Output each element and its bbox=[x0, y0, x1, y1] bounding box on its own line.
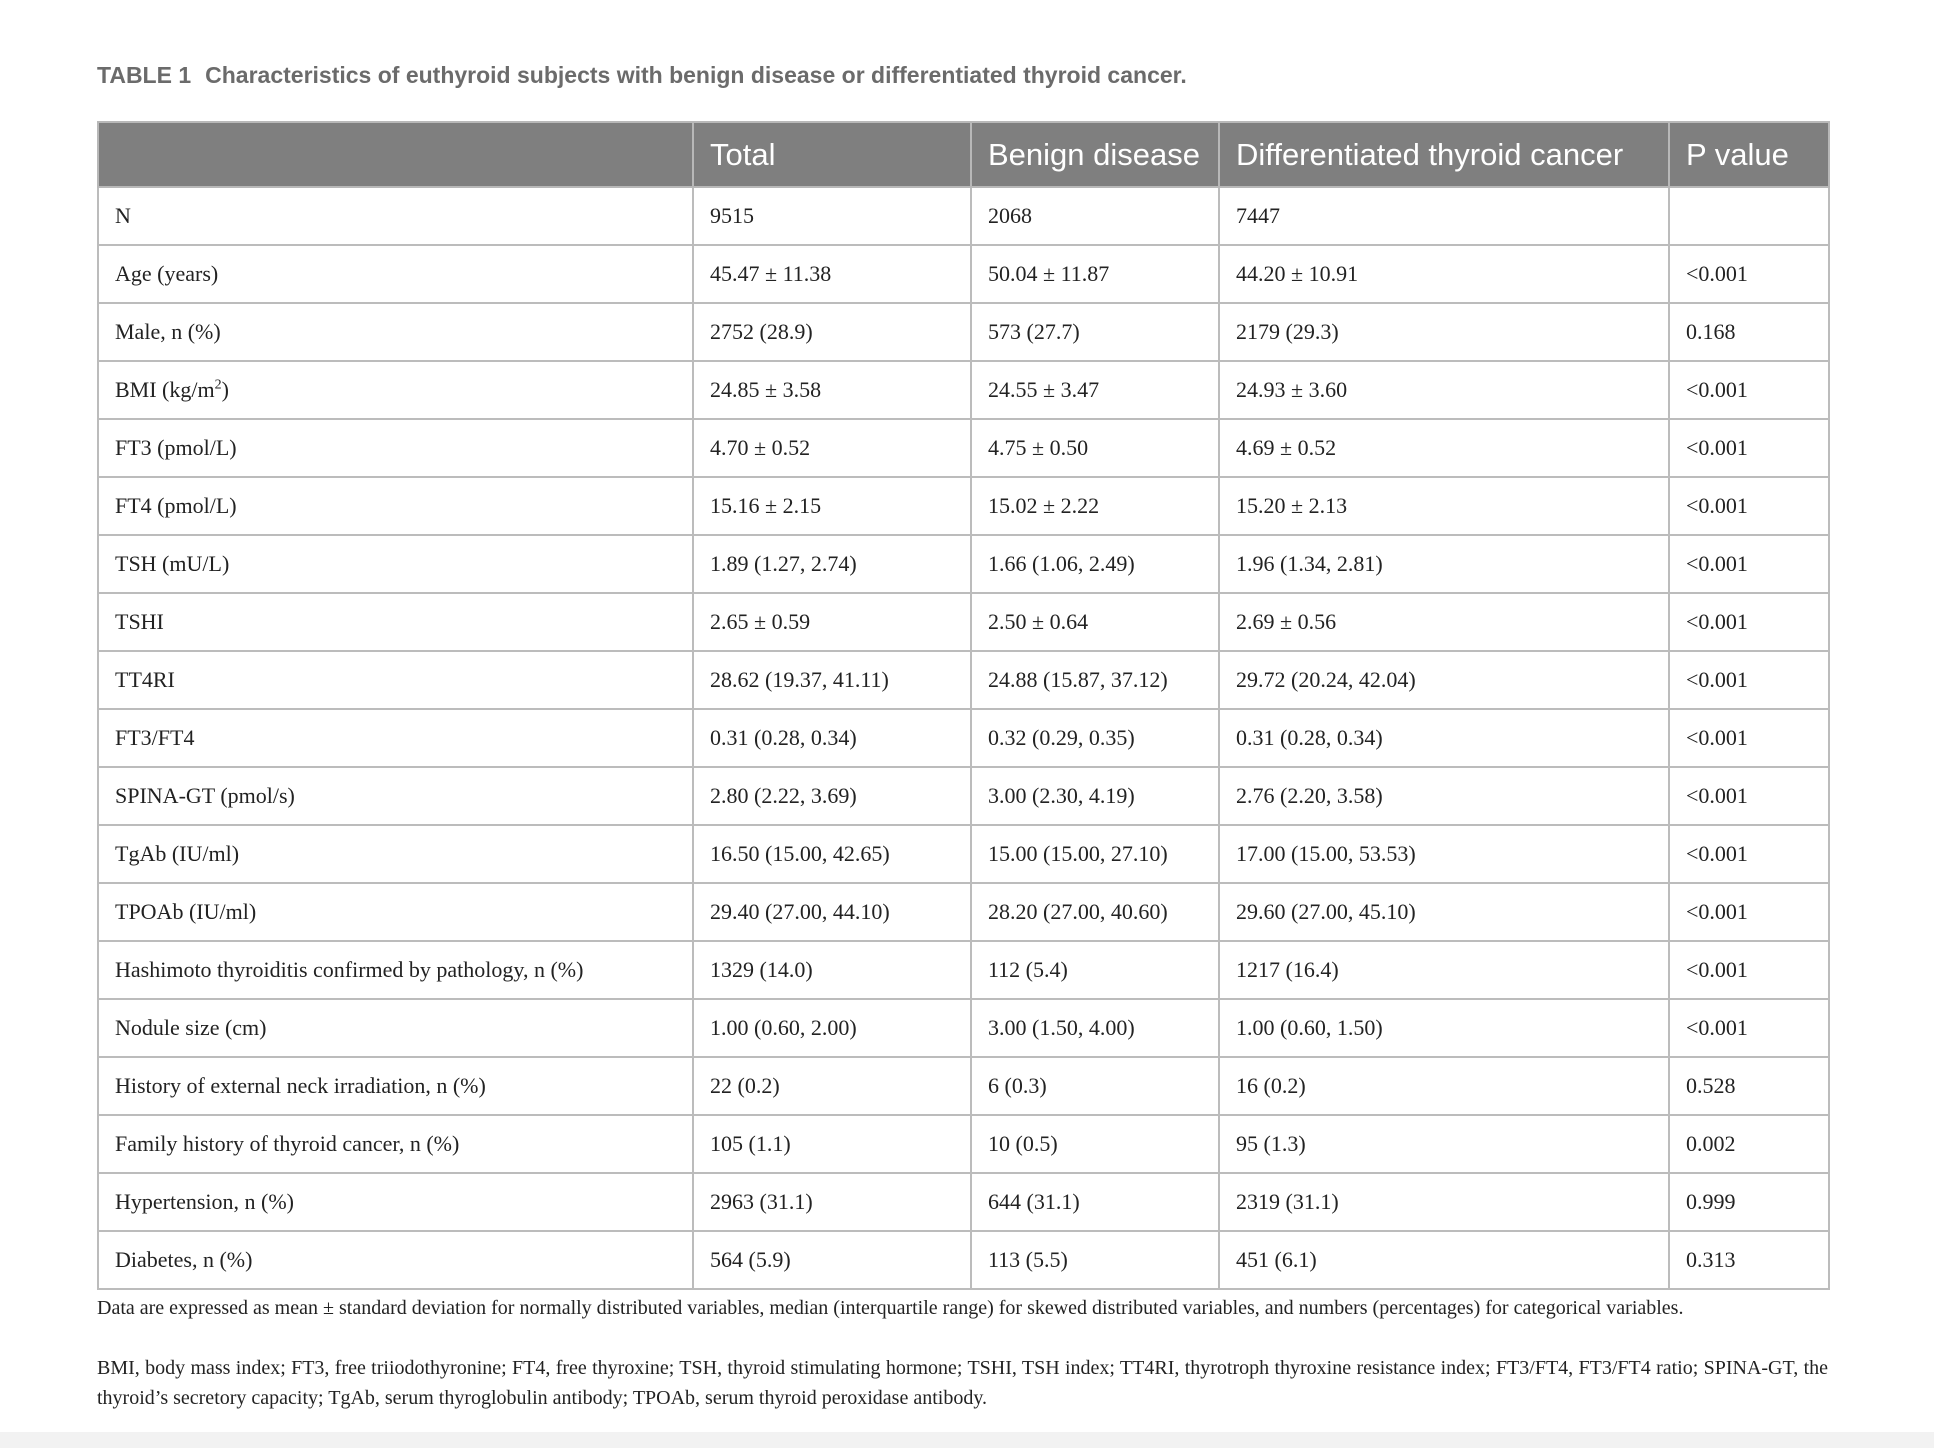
cell-p-value: 0.999 bbox=[1669, 1173, 1829, 1231]
cell-total: 2752 (28.9) bbox=[693, 303, 971, 361]
cell-benign: 3.00 (2.30, 4.19) bbox=[971, 767, 1219, 825]
cell-total: 9515 bbox=[693, 187, 971, 245]
cell-benign: 4.75 ± 0.50 bbox=[971, 419, 1219, 477]
row-label: TT4RI bbox=[98, 651, 693, 709]
header-benign-disease: Benign disease bbox=[971, 122, 1219, 187]
cell-cancer: 2.76 (2.20, 3.58) bbox=[1219, 767, 1669, 825]
cell-p-value: <0.001 bbox=[1669, 883, 1829, 941]
cell-p-value: 0.002 bbox=[1669, 1115, 1829, 1173]
cell-benign: 2.50 ± 0.64 bbox=[971, 593, 1219, 651]
cell-benign: 0.32 (0.29, 0.35) bbox=[971, 709, 1219, 767]
header-p-value: P value bbox=[1669, 122, 1829, 187]
cell-cancer: 0.31 (0.28, 0.34) bbox=[1219, 709, 1669, 767]
table-row bbox=[98, 303, 1829, 361]
table-row bbox=[98, 1057, 1829, 1115]
cell-cancer: 2179 (29.3) bbox=[1219, 303, 1669, 361]
table-row bbox=[98, 245, 1829, 303]
table-row bbox=[98, 941, 1829, 999]
cell-benign: 2068 bbox=[971, 187, 1219, 245]
cell-cancer: 451 (6.1) bbox=[1219, 1231, 1669, 1289]
cell-benign: 24.88 (15.87, 37.12) bbox=[971, 651, 1219, 709]
cell-p-value: <0.001 bbox=[1669, 593, 1829, 651]
header-differentiated-thyroid-cancer: Differentiated thyroid cancer bbox=[1219, 122, 1669, 187]
row-label: Nodule size (cm) bbox=[98, 999, 693, 1057]
cell-benign: 3.00 (1.50, 4.00) bbox=[971, 999, 1219, 1057]
cell-total: 29.40 (27.00, 44.10) bbox=[693, 883, 971, 941]
table-row bbox=[98, 187, 1829, 245]
row-label: TPOAb (IU/ml) bbox=[98, 883, 693, 941]
cell-total: 1329 (14.0) bbox=[693, 941, 971, 999]
row-label bbox=[98, 361, 693, 419]
cell-p-value: 0.528 bbox=[1669, 1057, 1829, 1115]
cell-cancer: 29.60 (27.00, 45.10) bbox=[1219, 883, 1669, 941]
cell-p-value: <0.001 bbox=[1669, 825, 1829, 883]
cell-benign: 10 (0.5) bbox=[971, 1115, 1219, 1173]
table-caption-label: TABLE 1 bbox=[97, 62, 192, 88]
cell-cancer: 1.00 (0.60, 1.50) bbox=[1219, 999, 1669, 1057]
cell-cancer: 2319 (31.1) bbox=[1219, 1173, 1669, 1231]
cell-p-value bbox=[1669, 187, 1829, 245]
row-label: SPINA-GT (pmol/s) bbox=[98, 767, 693, 825]
cell-total: 28.62 (19.37, 41.11) bbox=[693, 651, 971, 709]
cell-cancer: 1.96 (1.34, 2.81) bbox=[1219, 535, 1669, 593]
cell-p-value: 0.168 bbox=[1669, 303, 1829, 361]
cell-p-value: <0.001 bbox=[1669, 535, 1829, 593]
characteristics-table bbox=[97, 121, 1830, 1290]
row-label-end: ) bbox=[221, 377, 229, 402]
table-row bbox=[98, 535, 1829, 593]
row-label: Hypertension, n (%) bbox=[98, 1173, 693, 1231]
row-label: History of external neck irradiation, n (%) bbox=[98, 1057, 693, 1115]
cell-total: 16.50 (15.00, 42.65) bbox=[693, 825, 971, 883]
row-label: TSH (mU/L) bbox=[98, 535, 693, 593]
row-label-superscript: 2 bbox=[214, 377, 222, 393]
cell-benign: 6 (0.3) bbox=[971, 1057, 1219, 1115]
cell-total: 564 (5.9) bbox=[693, 1231, 971, 1289]
cell-p-value: 0.313 bbox=[1669, 1231, 1829, 1289]
row-label: Hashimoto thyroiditis confirmed by pathology, n (%) bbox=[98, 941, 693, 999]
table-row bbox=[98, 477, 1829, 535]
cell-cancer: 16 (0.2) bbox=[1219, 1057, 1669, 1115]
cell-total: 105 (1.1) bbox=[693, 1115, 971, 1173]
cell-total: 2.65 ± 0.59 bbox=[693, 593, 971, 651]
cell-p-value: <0.001 bbox=[1669, 767, 1829, 825]
cell-benign: 24.55 ± 3.47 bbox=[971, 361, 1219, 419]
cell-cancer: 29.72 (20.24, 42.04) bbox=[1219, 651, 1669, 709]
row-label: N bbox=[98, 187, 693, 245]
cell-total: 15.16 ± 2.15 bbox=[693, 477, 971, 535]
row-label-base: BMI (kg/m bbox=[115, 377, 215, 402]
table-row bbox=[98, 1115, 1829, 1173]
cell-total: 2963 (31.1) bbox=[693, 1173, 971, 1231]
cell-p-value: <0.001 bbox=[1669, 245, 1829, 303]
table-caption-text: Characteristics of euthyroid subjects with benign disease or differentiated thyroid cancer. bbox=[205, 62, 1187, 88]
cell-p-value: <0.001 bbox=[1669, 999, 1829, 1057]
table-row bbox=[98, 825, 1829, 883]
row-label: Family history of thyroid cancer, n (%) bbox=[98, 1115, 693, 1173]
row-label: FT3 (pmol/L) bbox=[98, 419, 693, 477]
cell-cancer: 17.00 (15.00, 53.53) bbox=[1219, 825, 1669, 883]
table-caption bbox=[97, 62, 1187, 89]
table-row bbox=[98, 419, 1829, 477]
row-label: Diabetes, n (%) bbox=[98, 1231, 693, 1289]
table-row bbox=[98, 883, 1829, 941]
cell-p-value: <0.001 bbox=[1669, 419, 1829, 477]
table-row bbox=[98, 361, 1829, 419]
row-label: Male, n (%) bbox=[98, 303, 693, 361]
page-bottom-band bbox=[0, 1432, 1934, 1448]
row-label: FT3/FT4 bbox=[98, 709, 693, 767]
cell-total: 2.80 (2.22, 3.69) bbox=[693, 767, 971, 825]
table-row bbox=[98, 767, 1829, 825]
cell-cancer: 1217 (16.4) bbox=[1219, 941, 1669, 999]
cell-benign: 1.66 (1.06, 2.49) bbox=[971, 535, 1219, 593]
cell-benign: 573 (27.7) bbox=[971, 303, 1219, 361]
cell-benign: 113 (5.5) bbox=[971, 1231, 1219, 1289]
row-label: Age (years) bbox=[98, 245, 693, 303]
table-row bbox=[98, 1231, 1829, 1289]
cell-total: 1.00 (0.60, 2.00) bbox=[693, 999, 971, 1057]
cell-p-value: <0.001 bbox=[1669, 651, 1829, 709]
table-row bbox=[98, 651, 1829, 709]
cell-total: 45.47 ± 11.38 bbox=[693, 245, 971, 303]
cell-cancer: 24.93 ± 3.60 bbox=[1219, 361, 1669, 419]
cell-benign: 644 (31.1) bbox=[971, 1173, 1219, 1231]
cell-cancer: 4.69 ± 0.52 bbox=[1219, 419, 1669, 477]
cell-benign: 15.00 (15.00, 27.10) bbox=[971, 825, 1219, 883]
header-variable bbox=[98, 122, 693, 187]
table-footnote-data-expression: Data are expressed as mean ± standard deviation for normally distributed variables, median (interquartile range) for skewed distributed variables, and numbers (percentages) for categorical variables. bbox=[97, 1297, 1684, 1319]
table-header-row bbox=[98, 122, 1829, 187]
cell-total: 22 (0.2) bbox=[693, 1057, 971, 1115]
table-footnote-abbreviations: BMI, body mass index; FT3, free triiodothyronine; FT4, free thyroxine; TSH, thyroid stimulating hormone; TSHI, TSH index; TT4RI, thyrotroph thyroxine resistance index; FT3/FT4, FT3/FT4 ratio; SPINA-GT, the thyroid’s secretory capacity; TgAb, serum thyroglobulin antibody; TPOAb, serum thyroid peroxidase antibody. bbox=[97, 1357, 1828, 1409]
row-label: TSHI bbox=[98, 593, 693, 651]
header-total: Total bbox=[693, 122, 971, 187]
table-row bbox=[98, 593, 1829, 651]
table-row bbox=[98, 1173, 1829, 1231]
row-label: FT4 (pmol/L) bbox=[98, 477, 693, 535]
table-row bbox=[98, 999, 1829, 1057]
cell-cancer: 15.20 ± 2.13 bbox=[1219, 477, 1669, 535]
cell-cancer: 95 (1.3) bbox=[1219, 1115, 1669, 1173]
cell-p-value: <0.001 bbox=[1669, 477, 1829, 535]
cell-cancer: 7447 bbox=[1219, 187, 1669, 245]
table-row bbox=[98, 709, 1829, 767]
row-label: TgAb (IU/ml) bbox=[98, 825, 693, 883]
cell-total: 0.31 (0.28, 0.34) bbox=[693, 709, 971, 767]
cell-cancer: 44.20 ± 10.91 bbox=[1219, 245, 1669, 303]
cell-benign: 28.20 (27.00, 40.60) bbox=[971, 883, 1219, 941]
cell-benign: 112 (5.4) bbox=[971, 941, 1219, 999]
cell-cancer: 2.69 ± 0.56 bbox=[1219, 593, 1669, 651]
cell-benign: 15.02 ± 2.22 bbox=[971, 477, 1219, 535]
cell-total: 1.89 (1.27, 2.74) bbox=[693, 535, 971, 593]
cell-total: 4.70 ± 0.52 bbox=[693, 419, 971, 477]
cell-total: 24.85 ± 3.58 bbox=[693, 361, 971, 419]
cell-p-value: <0.001 bbox=[1669, 361, 1829, 419]
cell-p-value: <0.001 bbox=[1669, 709, 1829, 767]
cell-p-value: <0.001 bbox=[1669, 941, 1829, 999]
cell-benign: 50.04 ± 11.87 bbox=[971, 245, 1219, 303]
